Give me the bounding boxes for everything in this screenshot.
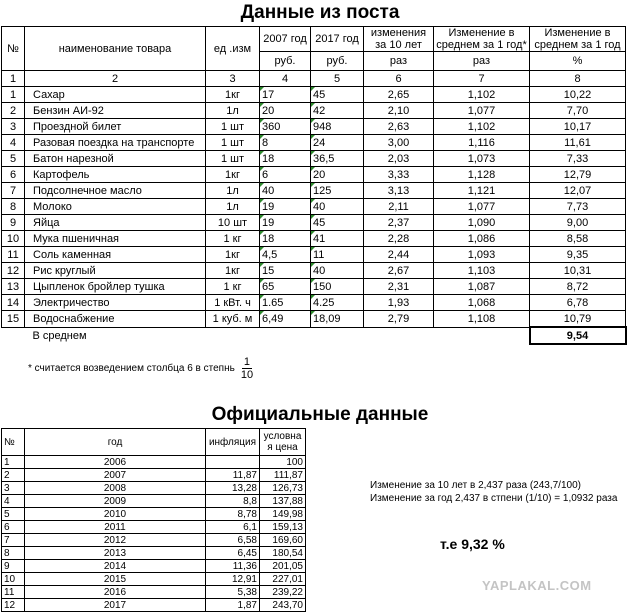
row-num-cell: 7: [2, 183, 25, 199]
year-cell: 2016: [25, 586, 206, 599]
change-avg-times-cell: 1,103: [434, 263, 530, 279]
goods-row: [2, 183, 626, 199]
change-10y-cell: 3,00: [364, 135, 434, 151]
unit-cell: 1кг: [206, 263, 260, 279]
fraction-denominator: 10: [240, 369, 254, 381]
subheader-change-avg-1: раз: [434, 52, 530, 71]
product-name-cell: Картофель: [25, 167, 206, 183]
change-avg-times-cell: 1,077: [434, 199, 530, 215]
product-name-cell: Молоко: [25, 199, 206, 215]
official-title: Официальные данные: [211, 404, 429, 425]
inflation-cell: 12,91: [206, 573, 260, 586]
change-per-year-note: Изменение за год 2,437 в стпени (1/10) = 1,0932 раза: [370, 493, 618, 504]
price-2007-cell: 6,49: [260, 311, 311, 328]
row-num-cell: 4: [2, 495, 25, 508]
product-name-cell: Разовая поездка на транспорте: [25, 135, 206, 151]
price-cell: 126,73: [260, 482, 306, 495]
product-name-cell: Электричество: [25, 295, 206, 311]
year-cell: 2014: [25, 560, 206, 573]
header-num: №: [2, 27, 25, 71]
price-2017-cell: 125: [311, 183, 364, 199]
change-avg-percent-cell: 10,22: [530, 87, 626, 103]
price-2017-cell: 45: [311, 215, 364, 231]
price-2017-cell: 20: [311, 167, 364, 183]
change-10y-cell: 2,67: [364, 263, 434, 279]
change-10y-cell: 2,65: [364, 87, 434, 103]
inflation-cell: 6,1: [206, 521, 260, 534]
colnum-cell: 6: [364, 71, 434, 87]
change-avg-percent-cell: 12,07: [530, 183, 626, 199]
header-change10: изменения за 10 лет: [364, 27, 434, 52]
inflation-cell: 13,28: [206, 482, 260, 495]
header-row: [2, 27, 626, 52]
header-change-avg-2: Изменение в среднем за 1 год: [530, 27, 626, 52]
official-header-price: условна я цена: [260, 429, 306, 456]
official-row: [2, 560, 306, 573]
official-header-num: №: [2, 429, 25, 456]
change-10-years-note: Изменение за 10 лет в 2,437 раза (243,7/100): [370, 480, 581, 491]
change-avg-percent-cell: 9,35: [530, 247, 626, 263]
goods-row: [2, 199, 626, 215]
change-10y-cell: 1,93: [364, 295, 434, 311]
change-avg-percent-cell: 7,73: [530, 199, 626, 215]
inflation-cell: 5,38: [206, 586, 260, 599]
column-number-row: [2, 71, 626, 87]
official-header-year: год: [25, 429, 206, 456]
row-num-cell: 5: [2, 151, 25, 167]
inflation-cell: 11,87: [206, 469, 260, 482]
average-value: 9,54: [530, 327, 626, 344]
change-avg-percent-cell: 8,58: [530, 231, 626, 247]
row-num-cell: 14: [2, 295, 25, 311]
price-2007-cell: 15: [260, 263, 311, 279]
year-cell: 2008: [25, 482, 206, 495]
year-cell: 2015: [25, 573, 206, 586]
goods-row: [2, 263, 626, 279]
change-10y-cell: 2,79: [364, 311, 434, 328]
change-avg-percent-cell: 11,61: [530, 135, 626, 151]
header-unit: ед .изм: [206, 27, 260, 71]
row-num-cell: 12: [2, 599, 25, 612]
price-2017-cell: 150: [311, 279, 364, 295]
unit-cell: 1 кг: [206, 231, 260, 247]
price-2017-cell: 4.25: [311, 295, 364, 311]
year-cell: 2017: [25, 599, 206, 612]
price-2007-cell: 18: [260, 231, 311, 247]
price-cell: 100: [260, 456, 306, 469]
price-2017-cell: 24: [311, 135, 364, 151]
price-2017-cell: 40: [311, 263, 364, 279]
subheader-2007: руб.: [260, 52, 311, 71]
product-name-cell: Сахар: [25, 87, 206, 103]
footnote-fraction: [241, 356, 253, 381]
colnum-cell: 1: [2, 71, 25, 87]
unit-cell: 1кг: [206, 87, 260, 103]
change-avg-times-cell: 1,087: [434, 279, 530, 295]
unit-cell: 1л: [206, 199, 260, 215]
price-2017-cell: 41: [311, 231, 364, 247]
header-2017: 2017 год: [311, 27, 364, 52]
row-num-cell: 10: [2, 573, 25, 586]
product-name-cell: Бензин АИ-92: [25, 103, 206, 119]
fraction-numerator: 1: [243, 356, 251, 368]
row-num-cell: 12: [2, 263, 25, 279]
goods-row: [2, 215, 626, 231]
unit-cell: 1л: [206, 183, 260, 199]
colnum-cell: 4: [260, 71, 311, 87]
row-num-cell: 8: [2, 199, 25, 215]
row-num-cell: 5: [2, 508, 25, 521]
inflation-cell: 8,78: [206, 508, 260, 521]
price-2007-cell: 18: [260, 151, 311, 167]
row-num-cell: 11: [2, 247, 25, 263]
product-name-cell: Цыпленок бройлер тушка: [25, 279, 206, 295]
change-10y-cell: 2,28: [364, 231, 434, 247]
colnum-cell: 5: [311, 71, 364, 87]
official-data-table: [1, 428, 306, 612]
subheader-change10: раз: [364, 52, 434, 71]
subheader-2017: руб.: [311, 52, 364, 71]
unit-cell: 1 кг: [206, 279, 260, 295]
official-header-row: [2, 429, 306, 456]
price-cell: 201,05: [260, 560, 306, 573]
header-name: наименование товара: [25, 27, 206, 71]
year-cell: 2009: [25, 495, 206, 508]
inflation-cell: 1,87: [206, 599, 260, 612]
summary-percent: т.е 9,32 %: [440, 536, 505, 552]
row-num-cell: 4: [2, 135, 25, 151]
colnum-cell: 2: [25, 71, 206, 87]
unit-cell: 1л: [206, 103, 260, 119]
goods-row: [2, 279, 626, 295]
goods-row: [2, 231, 626, 247]
goods-row: [2, 247, 626, 263]
change-10y-cell: 3,13: [364, 183, 434, 199]
colnum-cell: 7: [434, 71, 530, 87]
change-avg-percent-cell: 8,72: [530, 279, 626, 295]
change-10y-cell: 2,31: [364, 279, 434, 295]
price-2007-cell: 40: [260, 183, 311, 199]
goods-row: [2, 311, 626, 328]
unit-cell: 1кг: [206, 247, 260, 263]
average-label: В среднем: [32, 329, 87, 342]
goods-row: [2, 151, 626, 167]
inflation-cell: 8,8: [206, 495, 260, 508]
unit-cell: 1кг: [206, 167, 260, 183]
price-2007-cell: 1.65: [260, 295, 311, 311]
price-2007-cell: 17: [260, 87, 311, 103]
subheader-change-avg-2: %: [530, 52, 626, 71]
official-row: [2, 482, 306, 495]
official-row: [2, 586, 306, 599]
price-cell: 239,22: [260, 586, 306, 599]
watermark-logo: YAPLAKAL.COM: [482, 578, 592, 593]
goods-row: [2, 87, 626, 103]
unit-cell: 10 шт: [206, 215, 260, 231]
official-row: [2, 547, 306, 560]
header-change-avg-1: Изменение в среднем за 1 год*: [434, 27, 530, 52]
change-avg-times-cell: 1,108: [434, 311, 530, 328]
price-cell: 243,70: [260, 599, 306, 612]
product-name-cell: Водоснабжение: [25, 311, 206, 328]
official-row: [2, 456, 306, 469]
change-avg-times-cell: 1,093: [434, 247, 530, 263]
change-avg-percent-cell: 10,31: [530, 263, 626, 279]
footnote-text: * считается возведением столбца 6 в степнь: [28, 363, 235, 374]
year-cell: 2012: [25, 534, 206, 547]
year-cell: 2013: [25, 547, 206, 560]
price-cell: 159,13: [260, 521, 306, 534]
product-name-cell: Соль каменная: [25, 247, 206, 263]
row-num-cell: 9: [2, 560, 25, 573]
product-name-cell: Батон нарезной: [25, 151, 206, 167]
row-num-cell: 15: [2, 311, 25, 328]
year-cell: 2006: [25, 456, 206, 469]
price-cell: 149,98: [260, 508, 306, 521]
row-num-cell: 11: [2, 586, 25, 599]
row-num-cell: 3: [2, 482, 25, 495]
price-cell: 180,54: [260, 547, 306, 560]
inflation-cell: [206, 456, 260, 469]
official-row: [2, 495, 306, 508]
year-cell: 2010: [25, 508, 206, 521]
official-row: [2, 521, 306, 534]
row-num-cell: 7: [2, 534, 25, 547]
price-2017-cell: 42: [311, 103, 364, 119]
row-num-cell: 3: [2, 119, 25, 135]
year-cell: 2007: [25, 469, 206, 482]
change-avg-percent-cell: 7,33: [530, 151, 626, 167]
goods-row: [2, 119, 626, 135]
change-avg-times-cell: 1,102: [434, 87, 530, 103]
row-num-cell: 1: [2, 87, 25, 103]
product-name-cell: Мука пшеничная: [25, 231, 206, 247]
change-10y-cell: 2,63: [364, 119, 434, 135]
inflation-cell: 11,36: [206, 560, 260, 573]
price-2017-cell: 40: [311, 199, 364, 215]
inflation-cell: 6,45: [206, 547, 260, 560]
unit-cell: 1 шт: [206, 135, 260, 151]
product-name-cell: Яйца: [25, 215, 206, 231]
price-2017-cell: 36,5: [311, 151, 364, 167]
change-10y-cell: 3,33: [364, 167, 434, 183]
price-cell: 111,87: [260, 469, 306, 482]
change-avg-times-cell: 1,116: [434, 135, 530, 151]
official-row: [2, 534, 306, 547]
row-num-cell: 9: [2, 215, 25, 231]
product-name-cell: Подсолнечное масло: [25, 183, 206, 199]
row-num-cell: 2: [2, 103, 25, 119]
price-2007-cell: 19: [260, 199, 311, 215]
change-10y-cell: 2,10: [364, 103, 434, 119]
change-10y-cell: 2,03: [364, 151, 434, 167]
goods-row: [2, 295, 626, 311]
goods-price-table: [1, 26, 627, 345]
change-avg-times-cell: 1,128: [434, 167, 530, 183]
price-2007-cell: 8: [260, 135, 311, 151]
change-avg-times-cell: 1,102: [434, 119, 530, 135]
footnote: [28, 356, 253, 381]
change-avg-times-cell: 1,077: [434, 103, 530, 119]
price-2007-cell: 6: [260, 167, 311, 183]
change-avg-percent-cell: 7,70: [530, 103, 626, 119]
row-num-cell: 2: [2, 469, 25, 482]
official-header-inflation: инфляция: [206, 429, 260, 456]
price-2017-cell: 18,09: [311, 311, 364, 328]
change-avg-times-cell: 1,086: [434, 231, 530, 247]
change-avg-percent-cell: 12,79: [530, 167, 626, 183]
colnum-cell: 8: [530, 71, 626, 87]
price-cell: 227,01: [260, 573, 306, 586]
price-2007-cell: 20: [260, 103, 311, 119]
change-10y-cell: 2,44: [364, 247, 434, 263]
unit-cell: 1 куб. м: [206, 311, 260, 328]
unit-cell: 1 шт: [206, 119, 260, 135]
change-avg-times-cell: 1,121: [434, 183, 530, 199]
main-title: Данные из поста: [240, 2, 400, 23]
change-avg-times-cell: 1,068: [434, 295, 530, 311]
change-10y-cell: 2,11: [364, 199, 434, 215]
price-2007-cell: 4,5: [260, 247, 311, 263]
inflation-cell: 6,58: [206, 534, 260, 547]
goods-row: [2, 103, 626, 119]
row-num-cell: 8: [2, 547, 25, 560]
change-avg-percent-cell: 10,79: [530, 311, 626, 328]
row-num-cell: 6: [2, 167, 25, 183]
official-row: [2, 508, 306, 521]
product-name-cell: Рис круглый: [25, 263, 206, 279]
unit-cell: 1 шт: [206, 151, 260, 167]
goods-row: [2, 135, 626, 151]
price-cell: 169,60: [260, 534, 306, 547]
header-2007: 2007 год: [260, 27, 311, 52]
official-row: [2, 469, 306, 482]
price-cell: 137,88: [260, 495, 306, 508]
change-avg-times-cell: 1,073: [434, 151, 530, 167]
price-2017-cell: 948: [311, 119, 364, 135]
row-num-cell: 13: [2, 279, 25, 295]
price-2017-cell: 11: [311, 247, 364, 263]
row-num-cell: 6: [2, 521, 25, 534]
price-2007-cell: 360: [260, 119, 311, 135]
goods-row: [2, 167, 626, 183]
product-name-cell: Проездной билет: [25, 119, 206, 135]
year-cell: 2011: [25, 521, 206, 534]
official-row: [2, 573, 306, 586]
row-num-cell: 10: [2, 231, 25, 247]
change-avg-percent-cell: 9,00: [530, 215, 626, 231]
row-num-cell: 1: [2, 456, 25, 469]
change-avg-percent-cell: 10,17: [530, 119, 626, 135]
change-10y-cell: 2,37: [364, 215, 434, 231]
change-avg-percent-cell: 6,78: [530, 295, 626, 311]
unit-cell: 1 кВт. ч: [206, 295, 260, 311]
change-avg-times-cell: 1,090: [434, 215, 530, 231]
price-2007-cell: 19: [260, 215, 311, 231]
price-2017-cell: 45: [311, 87, 364, 103]
official-row: [2, 599, 306, 612]
average-row: [2, 327, 626, 344]
colnum-cell: 3: [206, 71, 260, 87]
price-2007-cell: 65: [260, 279, 311, 295]
